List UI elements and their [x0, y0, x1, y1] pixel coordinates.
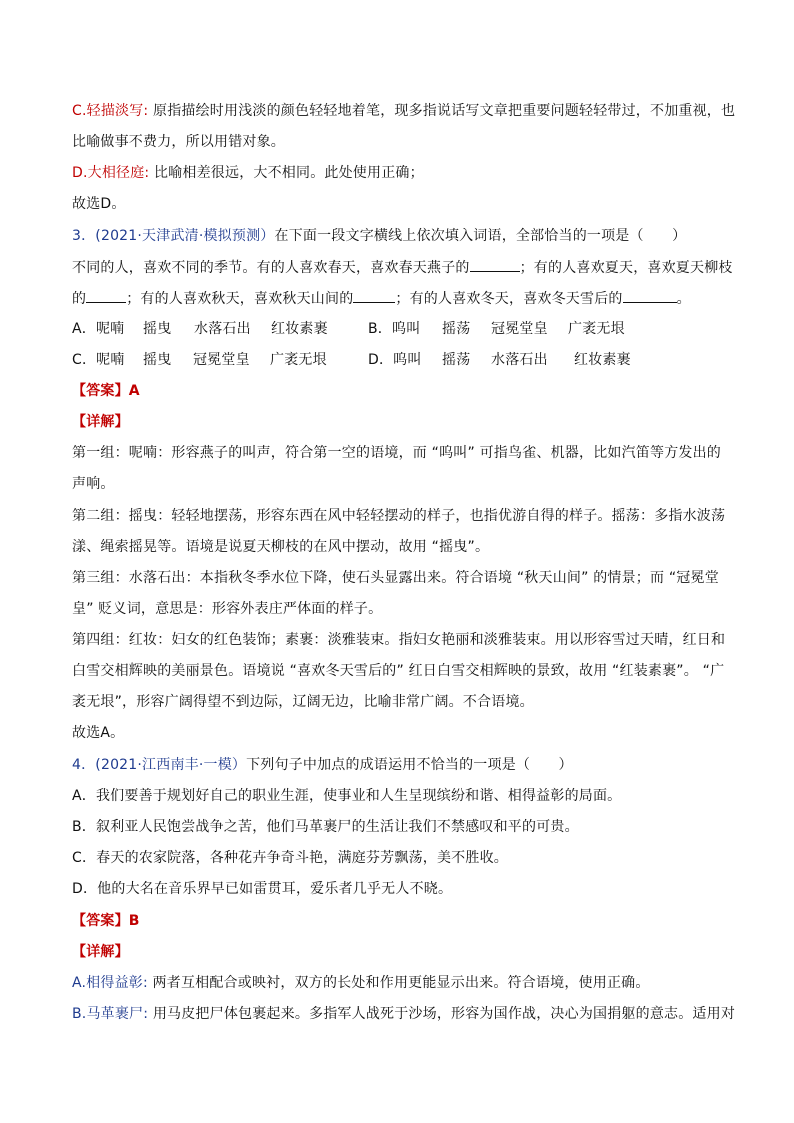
blank-2 — [86, 288, 126, 303]
group-3-line2: 皇” 贬义词，意思是：形容外表庄严体面的样子。 — [72, 601, 383, 617]
question-3-passage-line1 — [72, 257, 733, 278]
blank-1 — [470, 257, 520, 272]
option-b-1: B．呜叫 — [368, 321, 421, 337]
group-4-line2: 白雪交相辉映的美丽景色。语境说 “喜欢冬天雪后的” 红日白雪交相辉映的景致，故用 “红装素裹”。 “广 — [72, 663, 725, 679]
question-4-option-c: C．春天的农家院落，各种花卉争奇斗艳，满庭芬芳飘荡，美不胜收。 — [72, 850, 508, 866]
passage-segment: 的 — [72, 291, 87, 307]
explain-4a-label: A.相得益彰: — [72, 975, 148, 991]
blank-4 — [623, 288, 677, 303]
explain-d-label: D.大相径庭: — [72, 165, 150, 181]
group-4-line3: 袤无垠”，形容广阔得望不到边际，辽阔无边，比喻非常广阔。不合语境。 — [72, 694, 534, 710]
group-1-line2: 声响。 — [72, 476, 115, 492]
option-c-1: C．呢喃 — [72, 352, 125, 368]
question-4-answer: 【答案】B — [72, 913, 140, 929]
explain-c-label: C.轻描淡写: — [72, 103, 149, 119]
explain-4a-line — [72, 973, 650, 993]
option-b-4: 广袤无垠 — [568, 321, 625, 337]
question-4-text: 下列句子中加点的成语运用不恰当的一项是（ ） — [246, 757, 573, 773]
question-3-answer: 【答案】A — [72, 383, 140, 399]
option-b-2: 摇荡 — [442, 321, 471, 337]
option-d-1: D．呜叫 — [368, 352, 422, 368]
option-d-3: 水落石出 — [491, 352, 548, 368]
question-3-choose: 故选A。 — [72, 725, 125, 741]
passage-segment: 不同的人，喜欢不同的季节。有的人喜欢春天，喜欢春天燕子的 — [72, 260, 470, 276]
question-4-source: 4．(2021·江西南丰·一模） — [72, 757, 247, 773]
group-4-line1: 第四组：红妆：妇女的红色装饰；素裹：淡雅装束。指妇女艳丽和淡雅装束。用以形容雪过天晴，红日和 — [72, 632, 726, 648]
option-c-2: 摇曳 — [143, 352, 172, 368]
option-a-3: 水落石出 — [194, 321, 251, 337]
option-c-3: 冠冕堂皇 — [193, 352, 250, 368]
blank-3 — [353, 288, 395, 303]
passage-segment: 。 — [676, 291, 691, 307]
question-4-detail-heading: 【详解】 — [72, 944, 129, 960]
group-3-line1: 第三组：水落石出：本指秋冬季水位下降，使石头显露出来。符合语境 “秋天山间” 的情景；而 “冠冕堂 — [72, 570, 719, 586]
question-4-option-b: B．叙利亚人民饱尝战争之苦，他们马革裹尸的生活让我们不禁感叹和平的可贵。 — [72, 819, 579, 835]
explain-c-line1 — [72, 101, 735, 121]
explain-4a-text: 两者互相配合或映衬，双方的长处和作用更能显示出来。符合语境，使用正确。 — [147, 975, 650, 991]
group-1-line1: 第一组：呢喃：形容燕子的叫声，符合第一空的语境，而 “呜叫” 可指鸟雀、机器，比如汽笛等方发出的 — [72, 445, 722, 461]
passage-segment: ；有的人喜欢夏天，喜欢夏天柳枝 — [519, 260, 733, 276]
group-2-line1: 第二组：摇曳：轻轻地摆荡，形容东西在风中轻轻摆动的样子，也指优游自得的样子。摇荡：多指水波荡 — [72, 508, 726, 524]
question-3-source: 3．(2021·天津武清·模拟预测） — [72, 228, 275, 244]
explain-c-text: 原指描绘时用浅淡的颜色轻轻地着笔，现多指说话写文章把重要问题轻轻带过，不加重视，也 — [148, 103, 736, 119]
explain-d-text: 比喻相差很远，大不相同。此处使用正确； — [149, 165, 424, 181]
question-3-title — [72, 226, 686, 246]
option-d-2: 摇荡 — [442, 352, 471, 368]
option-a-1: A．呢喃 — [72, 321, 125, 337]
question-4-title — [72, 755, 573, 775]
option-c-4: 广袤无垠 — [270, 352, 327, 368]
option-a-4: 红妆素裹 — [271, 321, 328, 337]
explain-c-line2: 比喻做事不费力，所以用错对象。 — [72, 134, 285, 150]
explain-4b-line — [72, 1004, 735, 1024]
question-3-passage-line2 — [72, 288, 691, 309]
passage-segment: ；有的人喜欢冬天，喜欢冬天雪后的 — [395, 291, 623, 307]
passage-segment: ；有的人喜欢秋天，喜欢秋天山间的 — [126, 291, 354, 307]
option-a-2: 摇曳 — [143, 321, 172, 337]
group-2-line2: 漾、绳索摇晃等。语境是说夏天柳枝的在风中摆动，故用 “摇曳”。 — [72, 539, 490, 555]
explain-d-line — [72, 163, 424, 183]
explain-4b-label: B.马革裹尸: — [72, 1006, 149, 1022]
question-4-option-d: D．他的大名在音乐界早已如雷贯耳，爱乐者几乎无人不晓。 — [72, 881, 453, 897]
choose-d: 故选D。 — [72, 196, 126, 212]
option-b-3: 冠冕堂皇 — [491, 321, 548, 337]
option-d-4: 红妆素裹 — [574, 352, 631, 368]
question-3-text: 在下面一段文字横线上依次填入词语，全部恰当的一项是（ ） — [274, 228, 687, 244]
question-4-option-a: A．我们要善于规划好自己的职业生涯，使事业和人生呈现缤纷和谐、相得益彰的局面。 — [72, 788, 622, 804]
explain-4b-text: 用马皮把尸体包裹起来。多指军人战死于沙场，形容为国作战，决心为国捐躯的意志。适用对 — [148, 1006, 736, 1022]
question-3-detail-heading: 【详解】 — [72, 414, 129, 430]
